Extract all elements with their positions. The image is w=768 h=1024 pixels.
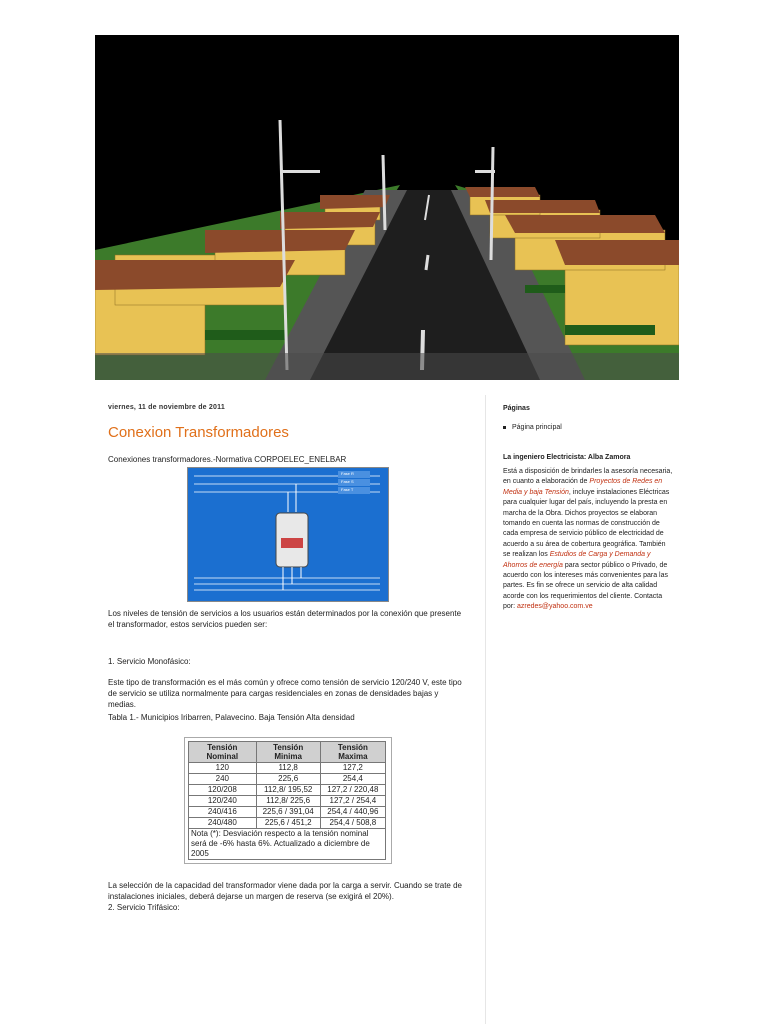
post-paragraph-2: Este tipo de transformación es el más común y ofrece como tensión de servicio 120/240 V, este tipo de servicio se utiliza normalmente para cargas residenciales en zonas de densidades bajas y medias. — [108, 678, 462, 709]
diagram-label-r: Fase R — [341, 471, 354, 476]
table-cell: 112,8/ 195,52 — [256, 785, 320, 796]
sidebar-link-proyectos[interactable]: Proyectos de Redes en Media y baja Tensión — [503, 478, 663, 496]
post-paragraph-3: La selección de la capacidad del transformador viene dada por la carga a servir. Cuando se trate de instalaciones iniciales, deberá dejarse un margen de reserva (se exigirá el 20%). — [108, 881, 462, 901]
transformer-diagram — [187, 467, 389, 602]
table-cell: 127,2 / 254,4 — [320, 796, 385, 807]
table-cell: 112,8 — [256, 763, 320, 774]
sidebar-pages-title: Páginas — [503, 405, 530, 412]
table-cell: 225,6 — [256, 774, 320, 785]
sidebar-page-label[interactable]: Página principal — [512, 424, 562, 431]
table-header: Tensión Minima — [256, 742, 320, 763]
table-cell: 127,2 — [320, 763, 385, 774]
table-header: Tensión Nominal — [189, 742, 257, 763]
sidebar-author — [503, 454, 673, 613]
post-date: viernes, 11 de noviembre de 2011 — [108, 404, 225, 411]
diagram-label-t: Fase T — [341, 487, 354, 492]
table-row — [189, 763, 386, 774]
sidebar-link-estudios[interactable]: Estudios de Carga y Demanda y Ahorros de energía — [503, 551, 651, 569]
voltage-table — [184, 737, 392, 864]
sidebar-author-title: La ingeniero Electricista: Alba Zamora — [503, 454, 631, 461]
table-cell: 254,4 / 508,8 — [320, 818, 385, 829]
table-cell: 120/240 — [189, 796, 257, 807]
table-caption: Tabla 1.- Municipios Iribarren, Palavecino. Baja Tensión Alta densidad — [108, 713, 355, 722]
table-row — [189, 785, 386, 796]
sidebar-text-2: , incluye instalaciones Eléctricas para cualquier lugar del país, incluyendo la presta en marcha de la Obra. Dichos proyectos se elaboran tomando en cuenta las normas de construcción de cada empresa de servicio público de electricidad de acuerdo a su área de cobertura geográfica. También se realizan los — [503, 488, 670, 559]
post-title[interactable]: Conexion Transformadores — [108, 424, 289, 441]
table-header: Tensión Maxima — [320, 742, 385, 763]
table-cell: 120/208 — [189, 785, 257, 796]
table-cell: 127,2 / 220,48 — [320, 785, 385, 796]
sidebar-pages — [503, 405, 673, 431]
sidebar-email-link[interactable]: azredes@yahoo.com.ve — [517, 603, 593, 611]
post-paragraph-1: Los niveles de tensión de servicios a los usuarios están determinados por la conexión que presente el transformador, estos servicios pueden ser: — [108, 609, 462, 629]
section-monofasico: 1. Servicio Monofásico: — [108, 657, 191, 666]
table-cell: 254,4 — [320, 774, 385, 785]
bullet-icon — [503, 426, 506, 429]
table-cell: 120 — [189, 763, 257, 774]
post-intro: Conexiones transformadores.-Normativa CORPOELEC_ENELBAR — [108, 455, 347, 464]
table-note: Nota (*): Desviación respecto a la tensión nominal será de -6% hasta 6%. Actualizado a diciembre de 2005 — [189, 829, 386, 860]
table-cell: 240 — [189, 774, 257, 785]
table-cell: 225,6 / 391,04 — [256, 807, 320, 818]
header-street-image — [95, 35, 679, 380]
table-cell: 240/416 — [189, 807, 257, 818]
table-cell: 225,6 / 451,2 — [256, 818, 320, 829]
sidebar-text-1: Está a disposición de brindarles la asesoría necesaria, en cuanto a elaboración de — [503, 468, 673, 486]
sidebar-author-text — [503, 467, 673, 613]
table-cell: 240/480 — [189, 818, 257, 829]
sidebar-text-3: para sector público o Privado, de acuerdo con los intereses más convenientes para las partes. Es fin se ofrece un servicio de alta calidad acorde con los requerimientos del cliente. Contacta por: — [503, 561, 668, 611]
column-divider — [485, 395, 486, 1024]
table-cell: 112,8/ 225,6 — [256, 796, 320, 807]
section-trifasico: 2. Servicio Trifásico: — [108, 903, 180, 912]
table-row — [189, 807, 386, 818]
table-row — [189, 796, 386, 807]
table-cell: 254,4 / 440,96 — [320, 807, 385, 818]
sidebar-page-link[interactable] — [503, 424, 673, 431]
table-row — [189, 774, 386, 785]
table-row — [189, 818, 386, 829]
diagram-label-s: Fase S — [341, 479, 354, 484]
